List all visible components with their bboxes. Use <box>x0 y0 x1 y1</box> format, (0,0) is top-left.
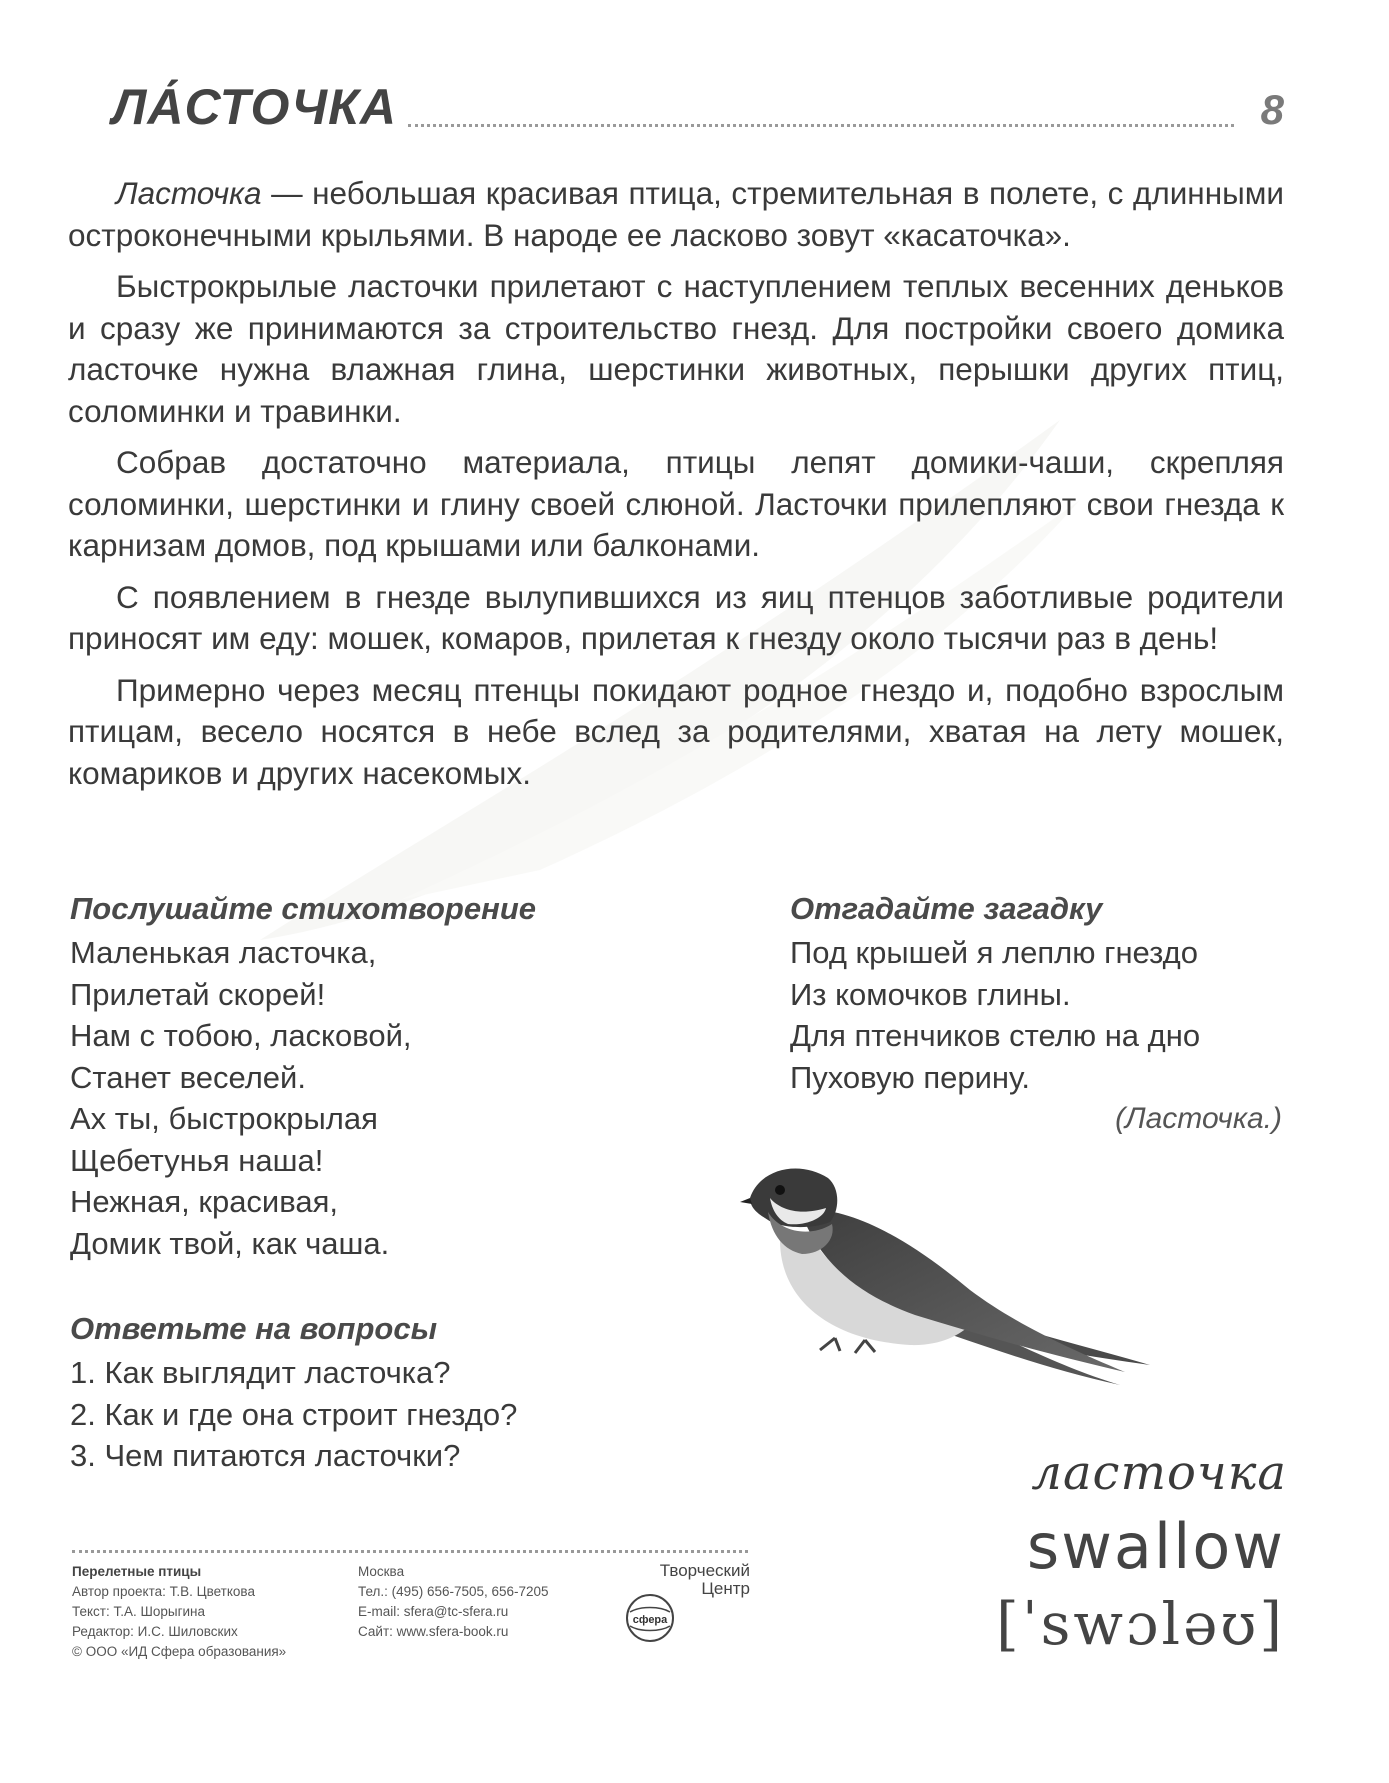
poem-line: Домик твой, как чаша. <box>70 1225 390 1261</box>
poem-line: Нам с тобою, ласковой, <box>70 1018 412 1053</box>
question-item: 1. Как выглядит ласточка? <box>70 1355 451 1390</box>
credits-line: Редактор: И.С. Шиловских <box>72 1624 238 1639</box>
publisher-name-line1: Творческий <box>659 1561 750 1580</box>
poem-line: Щебетунья наша! <box>70 1142 324 1178</box>
question-item: 2. Как и где она строит гнездо? <box>70 1396 518 1432</box>
logo-text: сфера <box>632 1614 668 1626</box>
credits-line: © ООО «ИД Сфера образования» <box>72 1644 287 1659</box>
questions-section <box>70 1310 690 1477</box>
riddle-answer: (Ласточка.) <box>1115 1102 1282 1135</box>
page-title: ЛА́СТОЧКА <box>112 79 397 135</box>
poem-line: Станет веселей. <box>70 1059 306 1095</box>
footer-divider <box>72 1550 748 1553</box>
english-word: swallow <box>1026 1510 1285 1583</box>
credits-series: Перелетные птицы <box>72 1564 202 1579</box>
question-item: 3. Чем питаются ласточки? <box>70 1438 461 1473</box>
paragraph-1-term: Ласточка <box>116 175 262 211</box>
contacts-line: Сайт: www.sfera-book.ru <box>358 1624 509 1639</box>
contacts-line: Тел.: (495) 656-7505, 656-7205 <box>358 1584 549 1599</box>
page-number: 8 <box>1260 86 1284 133</box>
questions-heading: Ответьте на вопросы <box>70 1311 438 1346</box>
article-body <box>68 173 1284 804</box>
paragraph-2: Быстрокрылые ласточки прилетают с наступлением теплых весенних деньков и сразу же принимаются за строительство гнезд. Для постройки своего домика ласточке нужна влажная глина, шерстинки животных, перышки других птиц, соломинки и травинки. <box>68 268 1284 429</box>
transcription: [ˈswɔləʊ] <box>996 1590 1285 1658</box>
cursive-word: ласточка <box>1031 1445 1287 1501</box>
poem-line: Ах ты, быстрокрылая <box>70 1101 378 1136</box>
title-dotted-leader <box>408 124 1234 127</box>
footer-credits <box>72 1562 342 1662</box>
page-header <box>112 78 1284 148</box>
poem-line: Прилетай скорей! <box>70 976 326 1012</box>
poem-line: Маленькая ласточка, <box>70 935 377 970</box>
poem-heading: Послушайте стихотворение <box>70 891 537 926</box>
publisher-name-line2: Центр <box>701 1579 750 1598</box>
poem-line: Нежная, красивая, <box>70 1184 339 1219</box>
riddle-section <box>790 890 1290 1140</box>
riddle-heading: Отгадайте загадку <box>790 891 1103 926</box>
paragraph-5: Примерно через месяц птенцы покидают родное гнездо и, подобно взрослым птицам, весело носятся в небе вслед за родителями, хватая на лету мошек, комариков и других насекомых. <box>68 671 1284 791</box>
riddle-line: Для птенчиков стелю на дно <box>790 1018 1201 1053</box>
paragraph-3: Собрав достаточно материала, птицы лепят домики-чаши, скрепляя соломинки, шерстинки и глину своей слюной. Ласточки прилепляют свои гнезда к карнизам домов, под крышами или балконами. <box>68 444 1284 563</box>
paragraph-4: С появлением в гнезде вылупившихся из яиц птенцов заботливые родители приносят им еду: мошек, комаров, прилетая к гнезду около тысячи раз в день! <box>68 578 1284 656</box>
swallow-illustration <box>740 1150 1160 1410</box>
publisher-block <box>620 1562 750 1642</box>
riddle-line: Пуховую перину. <box>790 1059 1031 1095</box>
riddle-line: Из комочков глины. <box>790 976 1071 1012</box>
paragraph-1 <box>68 173 1284 256</box>
contacts-line: Москва <box>358 1564 405 1579</box>
sfera-logo-icon <box>624 1592 676 1644</box>
credits-line: Текст: Т.А. Шорыгина <box>72 1604 206 1619</box>
contacts-line: E-mail: sfera@tc-sfera.ru <box>358 1604 509 1619</box>
riddle-line: Под крышей я леплю гнездо <box>790 935 1198 970</box>
poem-section <box>70 890 690 1264</box>
paragraph-1-text: — небольшая красивая птица, стремительная в полете, с длинными остроконечными крыльями. В народе ее ласково зовут «касаточка». <box>68 175 1284 253</box>
footer-contacts <box>358 1562 618 1642</box>
credits-line: Автор проекта: Т.В. Цветкова <box>72 1584 255 1599</box>
